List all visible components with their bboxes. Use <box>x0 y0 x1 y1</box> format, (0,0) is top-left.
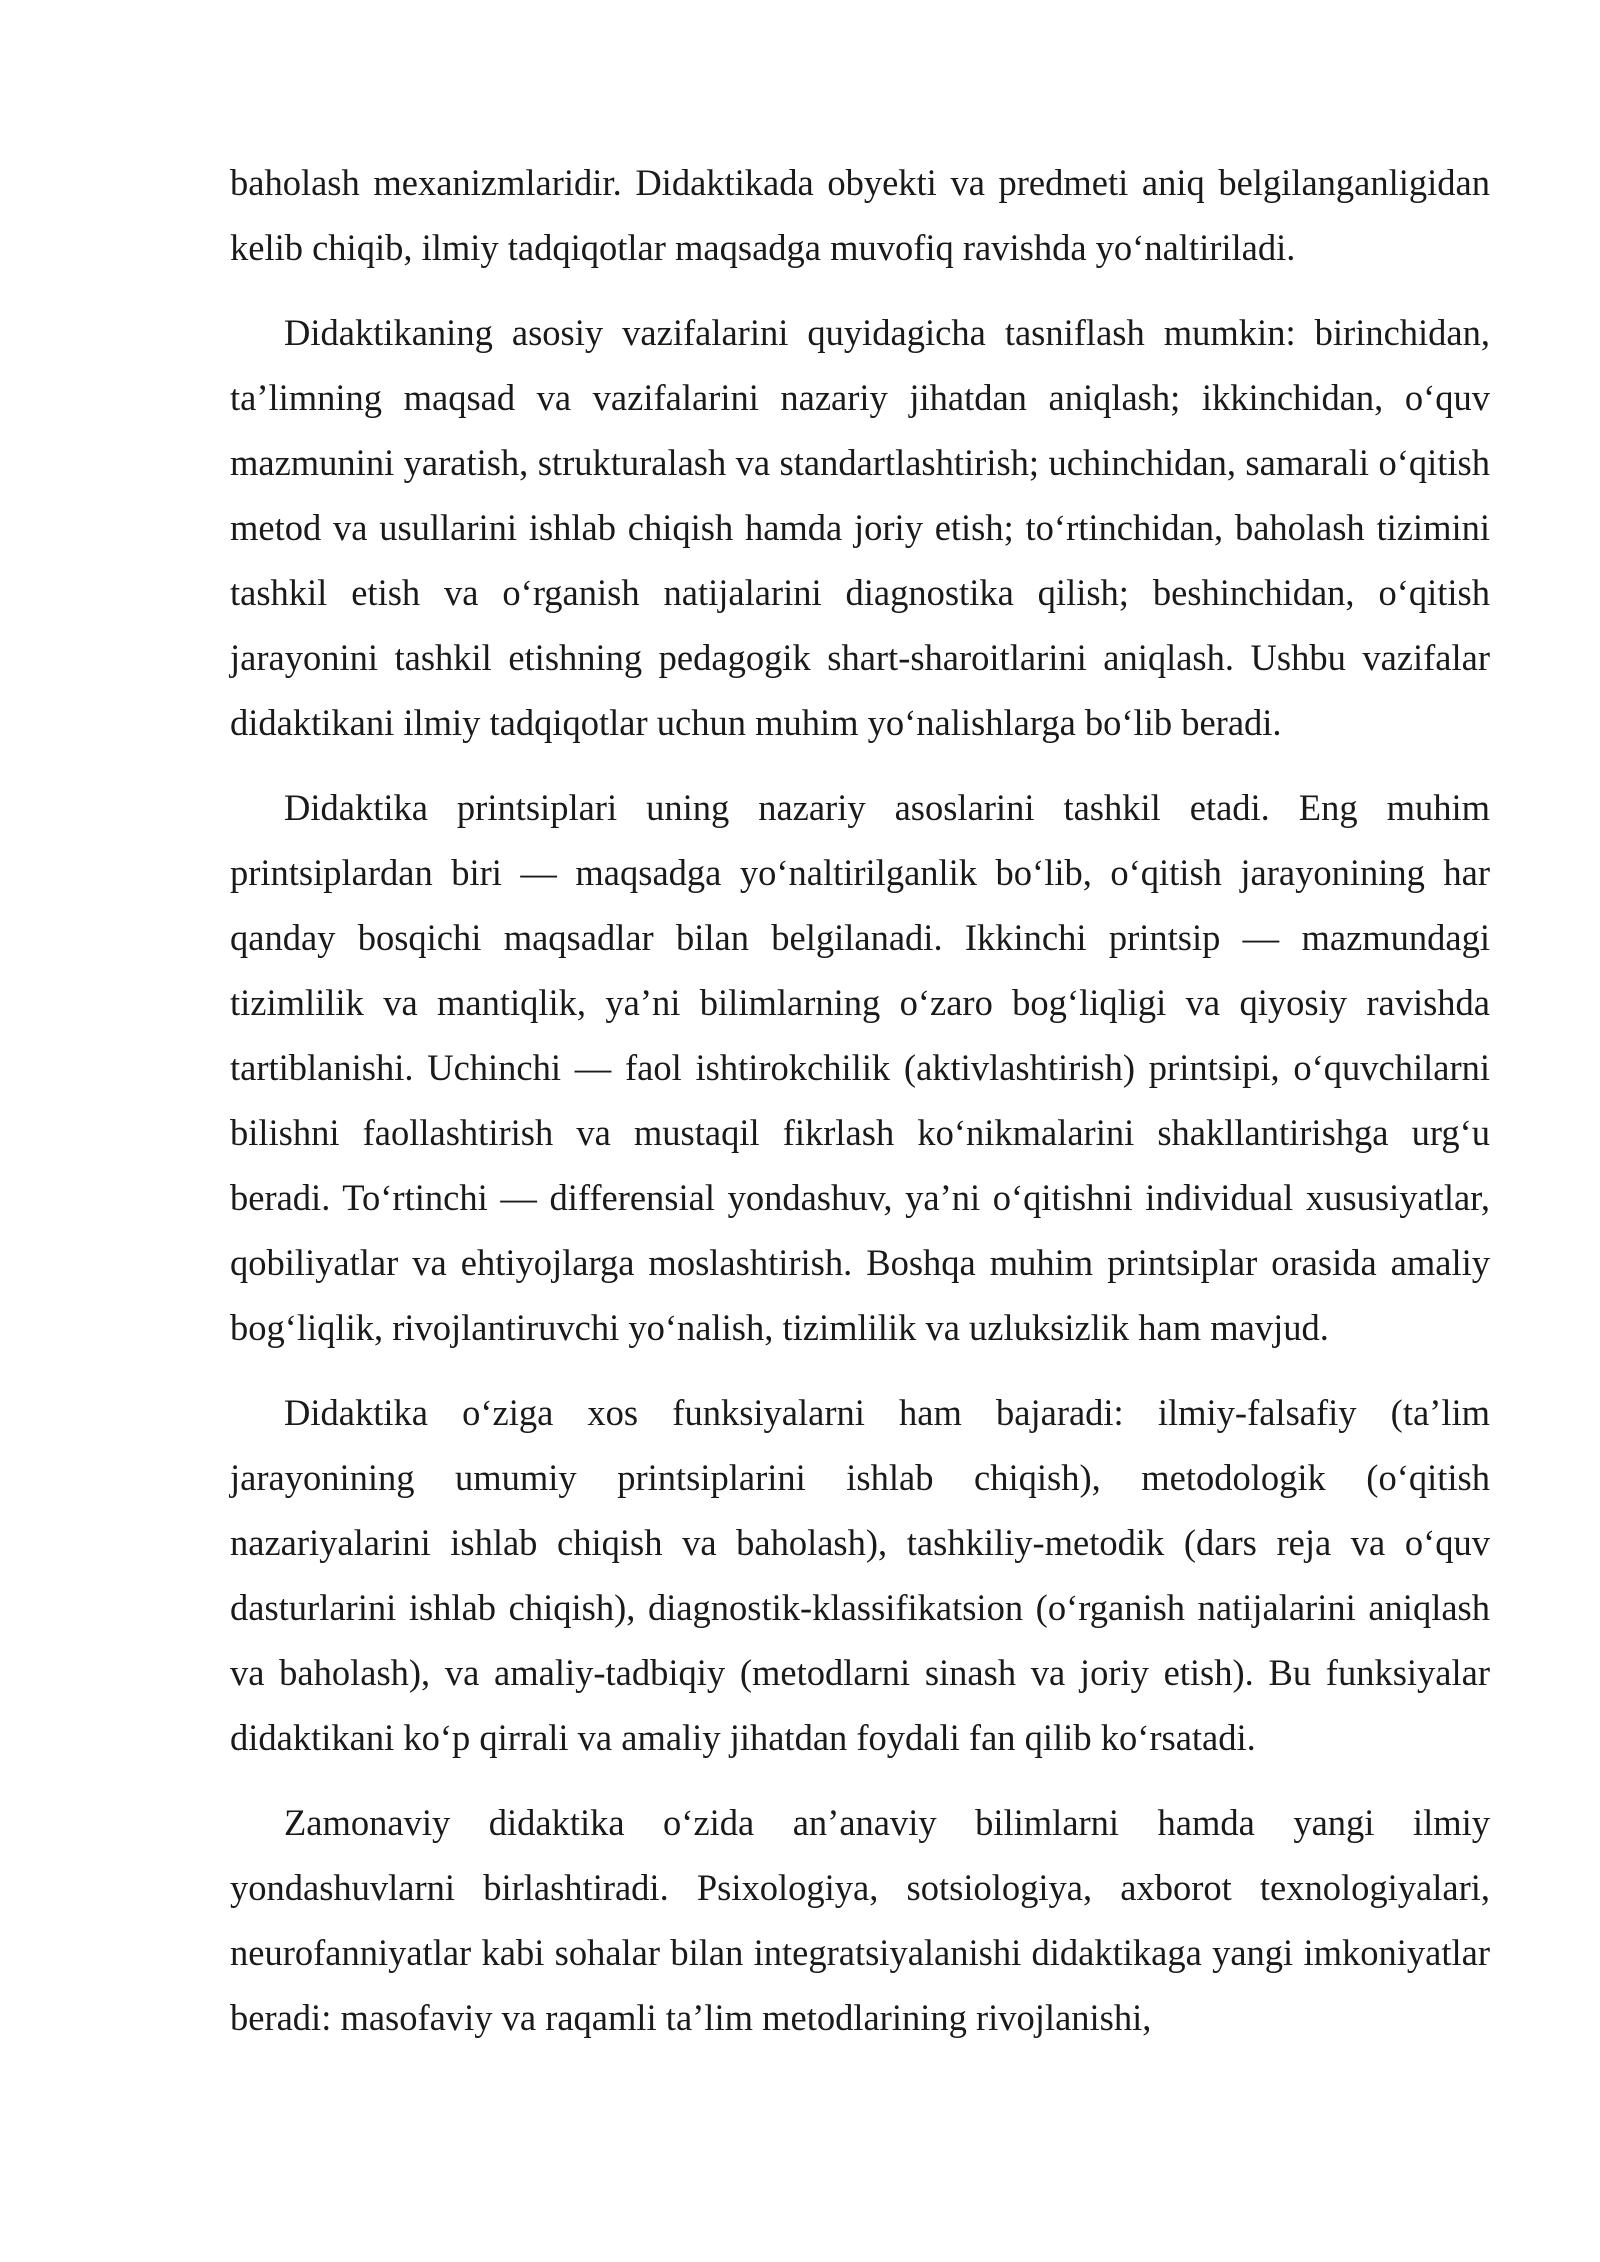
paragraph-4: Didaktika o‘ziga xos funksiyalarni ham bajaradi: ilmiy-falsafiy (ta’lim jarayonining umumiy printsiplarini ishlab chiqish), metodologik (o‘qitish nazariyalarini ishlab chiqish va baholash), tashkiliy-metodik (dars reja va o‘quv dasturlarini ishlab chiqish), diagnostik-klassifikatsion (o‘rganish natijalarini aniqlash va baholash), va amaliy-tadbiqiy (metodlarni sinash va joriy etish). Bu funksiyalar didaktikani ko‘p qirrali va amaliy jihatdan foydali fan qilib ko‘rsatadi. <box>230 1392 1490 1758</box>
paragraph-5: Zamonaviy didaktika o‘zida an’anaviy bilimlarni hamda yangi ilmiy yondashuvlarni birlashtiradi. Psixologiya, sotsiologiya, axborot texnologiyalari, neurofanniyatlar kabi sohalar bilan integratsiyalanishi didaktikaga yangi imkoniyatlar beradi: masofaviy va raqamli ta’lim metodlarining rivojlanishi, <box>230 1802 1490 2038</box>
paragraph-3: Didaktika printsiplari uning nazariy asoslarini tashkil etadi. Eng muhim printsiplardan biri — maqsadga yo‘naltirilganlik bo‘lib, o‘qitish jarayonining har qanday bosqichi maqsadlar bilan belgilanadi. Ikkinchi printsip — mazmundagi tizimlilik va mantiqlik, ya’ni bilimlarning o‘zaro bog‘liqligi va qiyosiy ravishda tartiblanishi. Uchinchi — faol ishtirokchilik (aktivlashtirish) printsipi, o‘quvchilarni bilishni faollashtirish va mustaqil fikrlash ko‘nikmalarini shakllantirishga urg‘u beradi. To‘rtinchi — differensial yondashuv, ya’ni o‘qitishni individual xususiyatlar, qobiliyatlar va ehtiyojlarga moslashtirish. Boshqa muhim printsiplar orasida amaliy bog‘liqlik, rivojlantiruvchi yo‘nalish, tizimlilik va uzluksizlik ham mavjud. <box>230 787 1490 1348</box>
paragraph-2: Didaktikaning asosiy vazifalarini quyidagicha tasniflash mumkin: birinchidan, ta’limning maqsad va vazifalarini nazariy jihatdan aniqlash; ikkinchidan, o‘quv mazmunini yaratish, strukturalash va standartlashtirish; uchinchidan, samarali o‘qitish metod va usullarini ishlab chiqish hamda joriy etish; to‘rtinchidan, baholash tizimini tashkil etish va o‘rganish natijalarini diagnostika qilish; beshinchidan, o‘qitish jarayonini tashkil etishning pedagogik shart-sharoitlarini aniqlash. Ushbu vazifalar didaktikani ilmiy tadqiqotlar uchun muhim yo‘nalishlarga bo‘lib beradi. <box>230 312 1490 743</box>
paragraph-1: baholash mexanizmlaridir. Didaktikada obyekti va predmeti aniq belgilanganligidan kelib chiqib, ilmiy tadqiqotlar maqsadga muvofiq ravishda yo‘naltiriladi. <box>230 162 1490 268</box>
document-page <box>230 150 1490 2070</box>
